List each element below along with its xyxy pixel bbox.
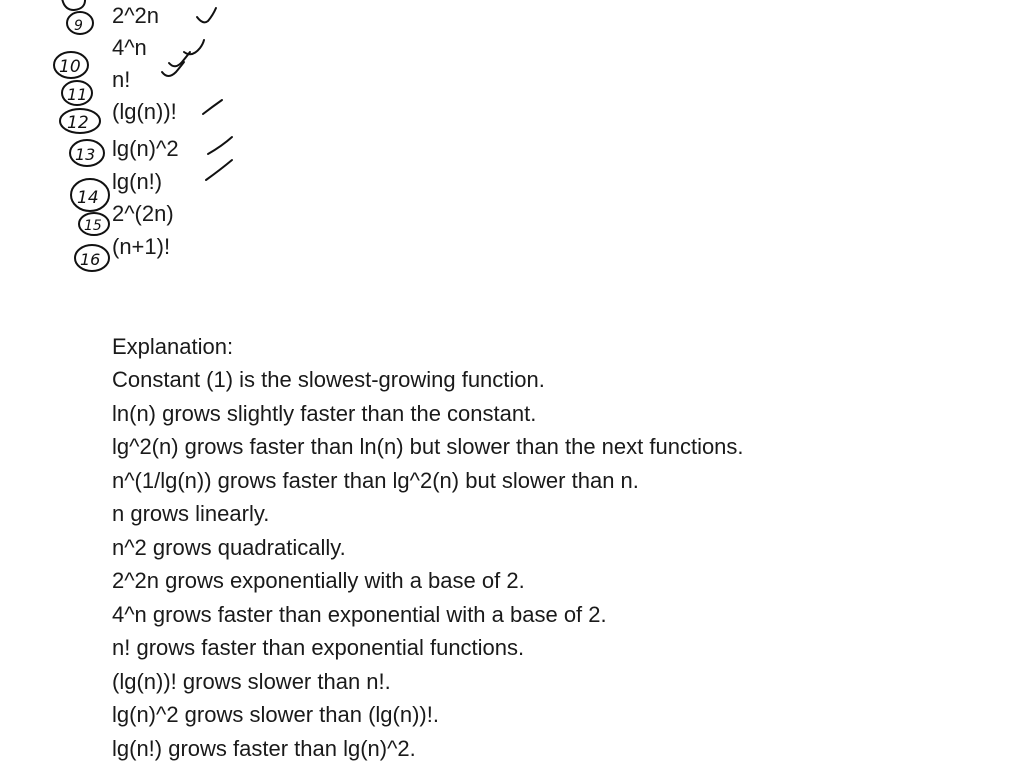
function-row: lg(n)^2 [112, 136, 179, 161]
explanation-heading: Explanation: [112, 334, 234, 359]
check-mark-icon [206, 160, 232, 180]
rank-label-9: 9 [74, 18, 83, 34]
rank-circle-14 [71, 179, 109, 211]
rank-label-12: 12 [67, 113, 89, 133]
item-text: n^2 grows quadratically. [112, 534, 346, 560]
item-text: lg^2(n) grows faster than ln(n) but slower than the next functions. [112, 434, 744, 459]
item-text: 2^2n grows exponentially with a base of 2. [112, 568, 525, 593]
rank-circle-11 [62, 81, 92, 105]
item-text: n! grows faster than exponential functions. [112, 635, 525, 660]
rank-circle-16 [75, 245, 109, 271]
check-mark-icon [197, 8, 216, 22]
rank-circle-13 [70, 140, 104, 166]
item-text: n^(1/lg(n)) grows faster than lg^2(n) but slower than n. [112, 467, 639, 493]
rank-circle-12 [60, 109, 100, 133]
check-mark-icon [208, 137, 232, 154]
check-mark-icon [203, 100, 222, 114]
function-row: 4^n [112, 35, 147, 60]
rank-circle-8 [62, 0, 85, 10]
item-text: lg(n)^2 grows slower than (lg(n))!. [112, 702, 439, 727]
check-mark-icon [162, 62, 184, 76]
item-text: 4^n grows faster than exponential with a base of 2. [112, 601, 607, 627]
rank-label-13: 13 [75, 145, 96, 164]
rank-label-15: 15 [84, 218, 102, 234]
function-row: lg(n!) [112, 169, 163, 194]
item-text: lg(n!) grows faster than lg(n)^2. [112, 735, 416, 761]
rank-circle-15 [79, 213, 109, 235]
item-text: Constant (1) is the slowest-growing function. [112, 367, 545, 392]
function-row: (n+1)! [112, 234, 171, 259]
function-row: (lg(n))! [112, 99, 177, 124]
rank-label-11: 11 [67, 85, 88, 104]
rank-label-14: 14 [77, 188, 99, 208]
check-mark-icon [184, 40, 204, 54]
item-text: n grows linearly. [112, 501, 270, 526]
rank-circle-9 [67, 12, 93, 34]
function-row: 2^(2n) [112, 201, 174, 226]
function-row: 2^2n [112, 3, 160, 28]
item-text: (lg(n))! grows slower than n!. [112, 668, 391, 694]
rank-label-10: 10 [59, 57, 81, 77]
rank-circle-10 [54, 52, 88, 78]
check-mark-icon [169, 52, 190, 66]
function-row: n! [112, 67, 131, 92]
item-text: ln(n) grows slightly faster than the constant. [112, 400, 537, 426]
rank-label-16: 16 [80, 250, 101, 269]
